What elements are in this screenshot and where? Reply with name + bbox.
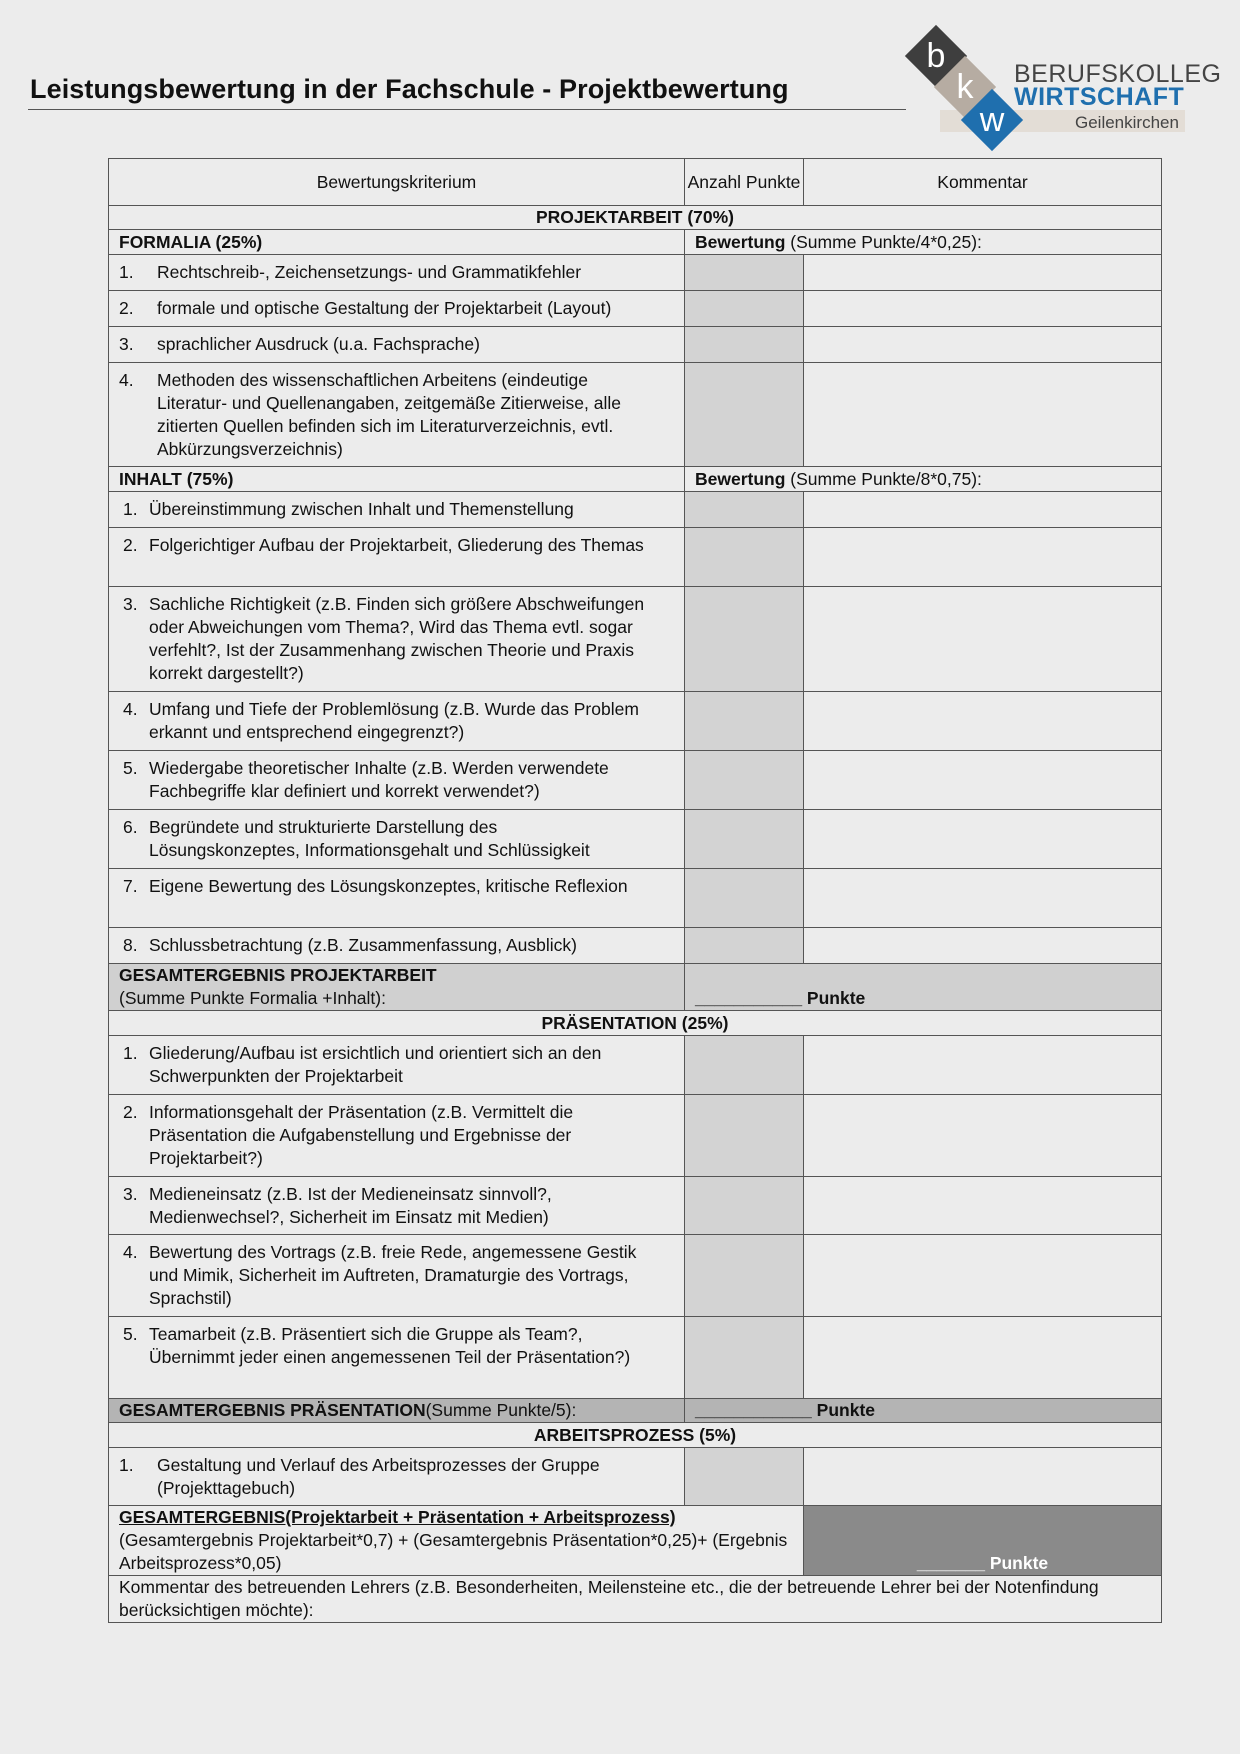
comment-input-cell[interactable]	[804, 587, 1162, 692]
group-rating-formula	[685, 230, 1162, 255]
criterion-row	[109, 810, 1162, 869]
criterion-cell	[109, 363, 685, 467]
points-input-cell[interactable]	[685, 810, 804, 869]
comment-input-cell[interactable]	[804, 1235, 1162, 1317]
criterion-cell	[109, 692, 685, 751]
criterion-row	[109, 1235, 1162, 1317]
criterion-number: 4.	[119, 370, 134, 390]
column-header-criterion: Bewertungskriterium	[109, 159, 685, 206]
points-input-cell[interactable]	[685, 1235, 804, 1317]
criterion-text: Methoden des wissenschaftlichen Arbeitens (eindeutige Literatur- und Quellenangaben, zeitgemäße Zitierweise, alle zitierten Quellen befinden sich im Literaturverzeichnis, evtl. Abkürzungsverzeichnis)	[157, 370, 622, 459]
evaluation-table	[108, 158, 1162, 1623]
criterion-text: Folgerichtiger Aufbau der Projektarbeit, Gliederung des Themas	[149, 535, 644, 555]
criterion-text: Sachliche Richtigkeit (z.B. Finden sich größere Abschweifungen oder Abweichungen vom Thema?, Wird das Thema evtl. sogar verfehlt?, Ist der Zusammenhang zwischen Theorie und Praxis korrekt dargestellt?)	[149, 594, 645, 683]
title-underline	[28, 109, 906, 110]
total-praesentation-label-cell	[109, 1399, 685, 1423]
comment-input-cell[interactable]	[804, 869, 1162, 928]
criterion-cell	[109, 1235, 685, 1317]
criterion-number: 2.	[123, 1102, 138, 1122]
comment-input-cell[interactable]	[804, 810, 1162, 869]
grand-total-formula: (Gesamtergebnis Projektarbeit*0,7) + (Gesamtergebnis Präsentation*0,25)+ (Ergebnis Arbeitsprozess*0,05)	[119, 1530, 788, 1573]
points-input-cell[interactable]	[685, 492, 804, 528]
criterion-row	[109, 1036, 1162, 1095]
comment-input-cell[interactable]	[804, 928, 1162, 964]
logo-letter: w	[979, 100, 1005, 139]
criterion-cell	[109, 1036, 685, 1095]
page-title: Leistungsbewertung in der Fachschule - Projektbewertung	[30, 74, 789, 104]
group-label: INHALT (75%)	[109, 467, 685, 492]
points-input-cell[interactable]	[685, 1095, 804, 1177]
points-input-cell[interactable]	[685, 692, 804, 751]
criterion-cell	[109, 1317, 685, 1399]
logo-line-2: WIRTSCHAFT	[1014, 83, 1185, 111]
criterion-row	[109, 587, 1162, 692]
points-input-cell[interactable]	[685, 327, 804, 363]
criterion-number: 8.	[123, 935, 138, 955]
column-header-comment: Kommentar	[804, 159, 1162, 206]
points-input-cell[interactable]	[685, 751, 804, 810]
rating-formula: (Summe Punkte/4*0,25):	[785, 231, 982, 252]
criterion-row	[109, 528, 1162, 587]
criterion-row	[109, 363, 1162, 467]
criterion-row	[109, 1448, 1162, 1506]
rating-label: Bewertung	[695, 468, 786, 489]
criterion-row	[109, 692, 1162, 751]
criterion-number: 5.	[123, 1324, 138, 1344]
comment-input-cell[interactable]	[804, 291, 1162, 327]
criterion-cell	[109, 255, 685, 291]
teacher-comment-row	[109, 1576, 1162, 1623]
criterion-cell	[109, 869, 685, 928]
points-input-cell[interactable]	[685, 528, 804, 587]
points-input-cell[interactable]	[685, 291, 804, 327]
table-header-row	[109, 159, 1162, 206]
points-input-cell[interactable]	[685, 1036, 804, 1095]
comment-input-cell[interactable]	[804, 255, 1162, 291]
total-projektarbeit-points[interactable]: ___________ Punkte	[685, 964, 1162, 1011]
group-label: FORMALIA (25%)	[109, 230, 685, 255]
total-label: GESAMTERGEBNIS PROJEKTARBEIT	[119, 965, 437, 985]
comment-input-cell[interactable]	[804, 363, 1162, 467]
total-praesentation-row	[109, 1399, 1162, 1423]
total-formula: (Summe Punkte Formalia +Inhalt):	[119, 988, 386, 1008]
criterion-number: 2.	[119, 298, 134, 318]
total-projektarbeit-row	[109, 964, 1162, 1011]
criterion-row	[109, 1177, 1162, 1235]
criterion-row	[109, 327, 1162, 363]
criterion-text: Wiedergabe theoretischer Inhalte (z.B. Werden verwendete Fachbegriffe klar definiert und korrekt verwendet?)	[149, 758, 609, 801]
criterion-text: formale und optische Gestaltung der Projektarbeit (Layout)	[157, 298, 612, 318]
school-logo	[900, 20, 1222, 160]
criterion-cell	[109, 1177, 685, 1235]
criterion-text: Eigene Bewertung des Lösungskonzeptes, kritische Reflexion	[149, 876, 628, 896]
logo-letter: k	[956, 67, 974, 106]
points-input-cell[interactable]	[685, 1448, 804, 1506]
criterion-cell	[109, 810, 685, 869]
criterion-row	[109, 1095, 1162, 1177]
criterion-text: Informationsgehalt der Präsentation (z.B. Vermittelt die Präsentation die Aufgabenstellung und Ergebnisse der Projektarbeit?)	[149, 1102, 574, 1168]
criterion-number: 1.	[123, 499, 138, 519]
comment-input-cell[interactable]	[804, 528, 1162, 587]
column-header-points: Anzahl Punkte	[685, 159, 804, 206]
comment-input-cell[interactable]	[804, 492, 1162, 528]
criterion-number: 6.	[123, 817, 138, 837]
comment-input-cell[interactable]	[804, 1177, 1162, 1235]
rating-label: Bewertung	[695, 231, 786, 252]
criterion-number: 4.	[123, 699, 138, 719]
points-input-cell[interactable]	[685, 1317, 804, 1399]
criterion-row	[109, 751, 1162, 810]
total-formula: (Summe Punkte/5):	[425, 1400, 577, 1420]
comment-input-cell[interactable]	[804, 1448, 1162, 1506]
total-projektarbeit-label-cell	[109, 964, 685, 1011]
comment-input-cell[interactable]	[804, 1036, 1162, 1095]
points-input-cell[interactable]	[685, 363, 804, 467]
comment-input-cell[interactable]	[804, 1095, 1162, 1177]
criterion-cell	[109, 751, 685, 810]
criterion-text: Begründete und strukturierte Darstellung des Lösungskonzeptes, Informationsgehalt und Schlüssigkeit	[149, 817, 590, 860]
criterion-cell	[109, 528, 685, 587]
points-input-cell[interactable]	[685, 869, 804, 928]
criterion-cell	[109, 587, 685, 692]
section-heading: PRÄSENTATION (25%)	[109, 1011, 1162, 1036]
criterion-number: 7.	[123, 876, 138, 896]
criterion-text: Umfang und Tiefe der Problemlösung (z.B. Wurde das Problem erkannt und entsprechend eingegrenzt?)	[149, 699, 639, 742]
criterion-number: 5.	[123, 758, 138, 778]
criterion-cell	[109, 928, 685, 964]
grand-total-points[interactable]: _______ Punkte	[804, 1506, 1162, 1576]
criterion-text: Teamarbeit (z.B. Präsentiert sich die Gruppe als Team?, Übernimmt jeder einen angemessenen Teil der Präsentation?)	[149, 1324, 631, 1367]
criterion-text: Gliederung/Aufbau ist ersichtlich und orientiert sich an den Schwerpunkten der Projektarbeit	[149, 1043, 602, 1086]
section-projektarbeit	[109, 206, 1162, 230]
group-rating-formula	[685, 467, 1162, 492]
section-heading: PROJEKTARBEIT (70%)	[109, 206, 1162, 230]
logo-line-3: Geilenkirchen	[1075, 113, 1179, 132]
points-input-cell[interactable]	[685, 928, 804, 964]
criterion-number: 1.	[119, 1455, 134, 1475]
criterion-number: 3.	[123, 594, 138, 614]
group-inhalt	[109, 467, 1162, 492]
total-praesentation-points[interactable]: ____________ Punkte	[685, 1399, 1162, 1423]
criterion-number: 4.	[123, 1242, 138, 1262]
total-label: GESAMTERGEBNIS PRÄSENTATION	[119, 1400, 426, 1420]
criterion-text: Rechtschreib-, Zeichensetzungs- und Grammatikfehler	[157, 262, 582, 282]
group-formalia	[109, 230, 1162, 255]
criterion-text: Gestaltung und Verlauf des Arbeitsprozesses der Gruppe (Projekttagebuch)	[157, 1455, 600, 1498]
criterion-row	[109, 869, 1162, 928]
criterion-cell	[109, 1448, 685, 1506]
criterion-row	[109, 291, 1162, 327]
criterion-number: 1.	[119, 262, 134, 282]
section-arbeitsprozess	[109, 1423, 1162, 1448]
criterion-number: 3.	[123, 1184, 138, 1204]
criterion-row	[109, 255, 1162, 291]
logo-letter: b	[926, 36, 946, 75]
teacher-comment[interactable]: Kommentar des betreuenden Lehrers (z.B. Besonderheiten, Meilensteine etc., die der betreuende Lehrer bei der Notenfindung berücksichtigen möchte):	[109, 1576, 1162, 1623]
criterion-number: 1.	[123, 1043, 138, 1063]
criterion-text: Übereinstimmung zwischen Inhalt und Themenstellung	[149, 499, 574, 519]
criterion-number: 3.	[119, 334, 134, 354]
criterion-cell	[109, 492, 685, 528]
criterion-cell	[109, 327, 685, 363]
rating-formula: (Summe Punkte/8*0,75):	[785, 468, 982, 489]
points-input-cell[interactable]	[685, 1177, 804, 1235]
grand-total-label: GESAMTERGEBNIS(Projektarbeit + Präsentation + Arbeitsprozess)	[119, 1507, 676, 1527]
grand-total-row	[109, 1506, 1162, 1576]
comment-input-cell[interactable]	[804, 692, 1162, 751]
criterion-row	[109, 1317, 1162, 1399]
section-heading: ARBEITSPROZESS (5%)	[109, 1423, 1162, 1448]
logo-line-1: BERUFSKOLLEG	[1014, 60, 1222, 88]
criterion-text: Medieneinsatz (z.B. Ist der Medieneinsatz sinnvoll?, Medienwechsel?, Sicherheit im Einsatz mit Medien)	[149, 1184, 552, 1227]
criterion-cell	[109, 1095, 685, 1177]
criterion-text: Bewertung des Vortrags (z.B. freie Rede, angemessene Gestik und Mimik, Sicherheit im Auftreten, Dramaturgie des Vortrags, Sprachstil)	[149, 1242, 637, 1308]
criterion-text: Schlussbetrachtung (z.B. Zusammenfassung, Ausblick)	[149, 935, 577, 955]
criterion-row	[109, 928, 1162, 964]
comment-input-cell[interactable]	[804, 751, 1162, 810]
criterion-number: 2.	[123, 535, 138, 555]
comment-input-cell[interactable]	[804, 327, 1162, 363]
points-input-cell[interactable]	[685, 587, 804, 692]
criterion-text: sprachlicher Ausdruck (u.a. Fachsprache)	[157, 334, 480, 354]
comment-input-cell[interactable]	[804, 1317, 1162, 1399]
points-input-cell[interactable]	[685, 255, 804, 291]
section-praesentation	[109, 1011, 1162, 1036]
criterion-cell	[109, 291, 685, 327]
criterion-row	[109, 492, 1162, 528]
grand-total-label-cell	[109, 1506, 804, 1576]
